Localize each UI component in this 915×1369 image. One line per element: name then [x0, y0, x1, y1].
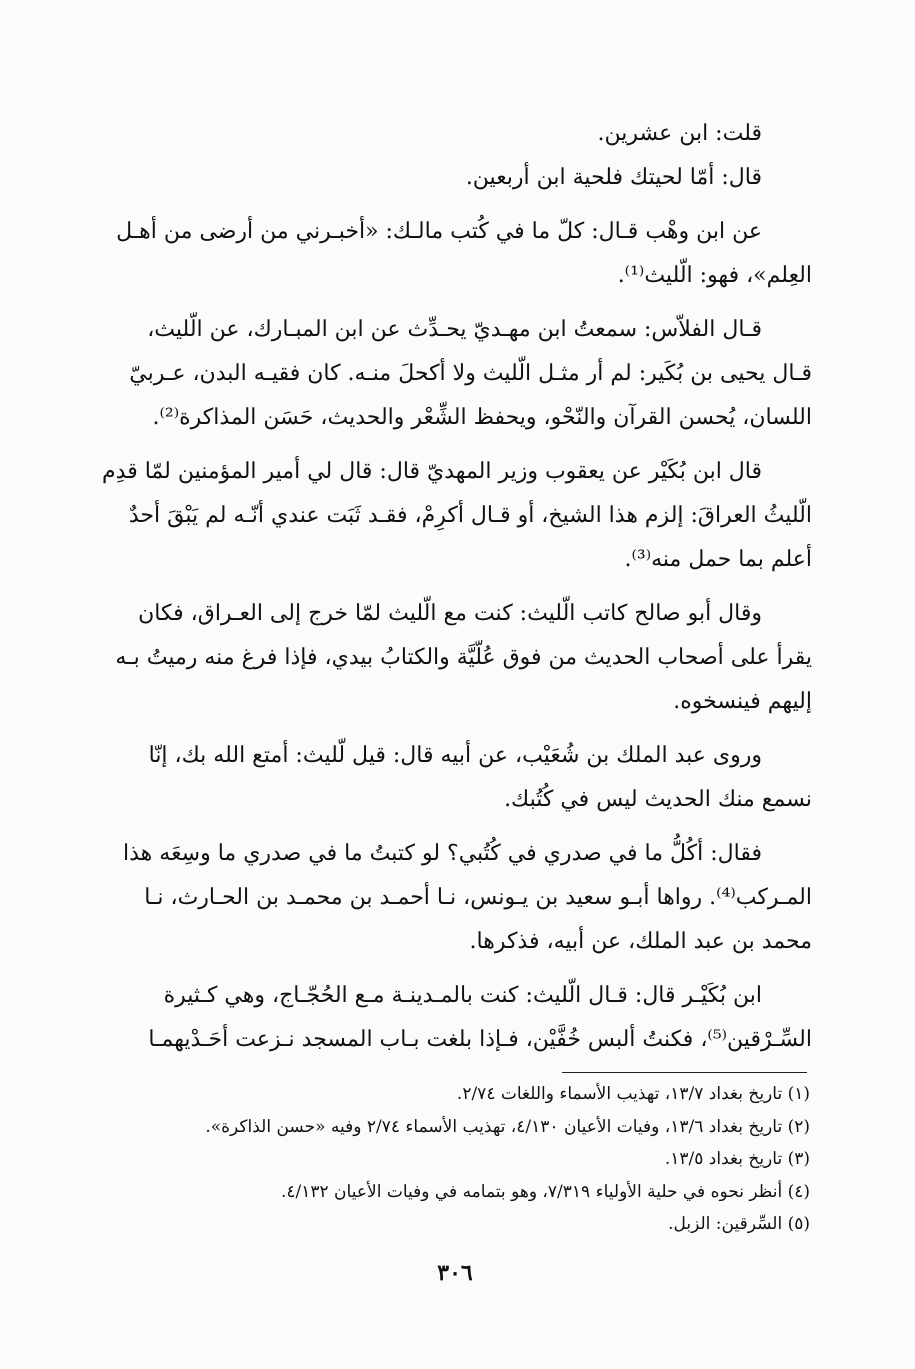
paragraph	[100, 832, 812, 964]
page-number: ٣٠٦	[437, 1260, 473, 1286]
paragraph	[100, 974, 812, 1062]
paragraph	[100, 592, 812, 724]
text-line: ابن بُكَيْـر قال: قـال الّليث: كنت بالمـدينـة مـع الحُجّـاج، وهي كـثيرة	[163, 983, 762, 1008]
footnote: (٢) تاريخ بغداد ١٣/٦، وفيات الأعيان ٤/١٣٠، تهذيب الأسماء ٢/٧٤ وفيه «حسن الذاكرة».	[205, 1116, 810, 1137]
text-line: وقال أبو صالح كاتب الّليث: كنت مع الّليث لمّا خرج إلى العـراق، فكان	[138, 601, 762, 626]
text-line: إليهم فينسخوه.	[673, 689, 812, 714]
main-text	[100, 112, 812, 1062]
text-line: قال ابن بُكَيْر عن يعقوب وزير المهديّ قال: قال لي أمير المؤمنين لمّا قدِم	[102, 459, 762, 484]
footnotes	[110, 1078, 810, 1241]
footnote-divider	[562, 1072, 807, 1073]
text-line: عن ابن وهْب قـال: كلّ ما في كُتب مالـك: «أخبـرني من أرضى من أهـل	[116, 219, 762, 244]
text-line: أعلم بما حمل منه⁽³⁾.	[624, 547, 812, 572]
paragraph	[100, 450, 812, 582]
footnote: (١) تاريخ بغداد ١٣/٧، تهذيب الأسماء واللغات ٢/٧٤.	[456, 1084, 810, 1104]
paragraph	[100, 734, 812, 822]
paragraph	[100, 210, 812, 298]
text-line: يقرأ على أصحاب الحديث من فوق عُلّيَّة والكتابُ بيدي، فإذا فرغ منه رميتُ بـه	[115, 645, 812, 670]
footnote: (٤) أنظر نحوه في حلية الأولياء ٧/٣١٩، وهو بتمامه في وفيات الأعيان ٤/١٣٢.	[280, 1181, 810, 1202]
text-line: السِّـرْقين⁽⁵⁾، فكنتُ ألبس خُفَّيْن، فـإذا بلغت بـاب المسجد نـزعت أحَـدْيهمـا	[148, 1027, 812, 1052]
text-line: قلت: ابن عشرين.	[597, 121, 762, 146]
footnote: (٥) السِّرقين: الزبل.	[668, 1214, 810, 1234]
text-line: محمد بن عبد الملك، عن أبيه، فذكرها.	[469, 929, 812, 954]
text-line: قال: أمّا لحيتك فلحية ابن أربعين.	[465, 165, 762, 190]
footnote: (٣) تاريخ بغداد ١٣/٥.	[664, 1149, 810, 1169]
text-line: الّليثُ العراقَ: إلزم هذا الشيخ، أو قـال أكرِمْ، فقـد ثَبَت عندي أنّـه لم يَبْقَ أحدٌ	[128, 503, 812, 528]
text-line: وروى عبد الملك بن شُعَيْب، عن أبيه قال: قيل لّليث: أمتع الله بك، إنّا	[148, 743, 762, 768]
text-line: قـال الفلاّس: سمعتُ ابن مهـديّ يحـدِّث عن ابن المبـارك، عن الّليث،	[147, 317, 762, 342]
text-line: المـركب⁽⁴⁾. رواها أبـو سعيد بن يـونس، نـا أحمـد بن محمـد بن الحـارث، نـا	[144, 885, 812, 910]
text-line: اللسان، يُحسن القرآن والنّحْو، ويحفظ الشِّعْر والحديث، حَسَن المذاكرة⁽²⁾.	[152, 405, 812, 430]
text-line: نسمع منك الحديث ليس في كُتُبك.	[504, 787, 812, 812]
paragraph	[100, 308, 812, 440]
text-line: العِلم»، فهو: الّليث⁽¹⁾.	[617, 263, 812, 288]
text-line: قـال يحيى بن بُكَير: لم أر مثـل الّليث ولا أكحلَ منـه. كان فقيـه البدن، عـربيّ	[129, 361, 812, 386]
text-line: فقال: أكُلُّ ما في صدري في كُتُبي؟ لو كتبتُ ما في صدري ما وسِعَه هذا	[123, 841, 762, 866]
paragraph	[100, 112, 812, 200]
